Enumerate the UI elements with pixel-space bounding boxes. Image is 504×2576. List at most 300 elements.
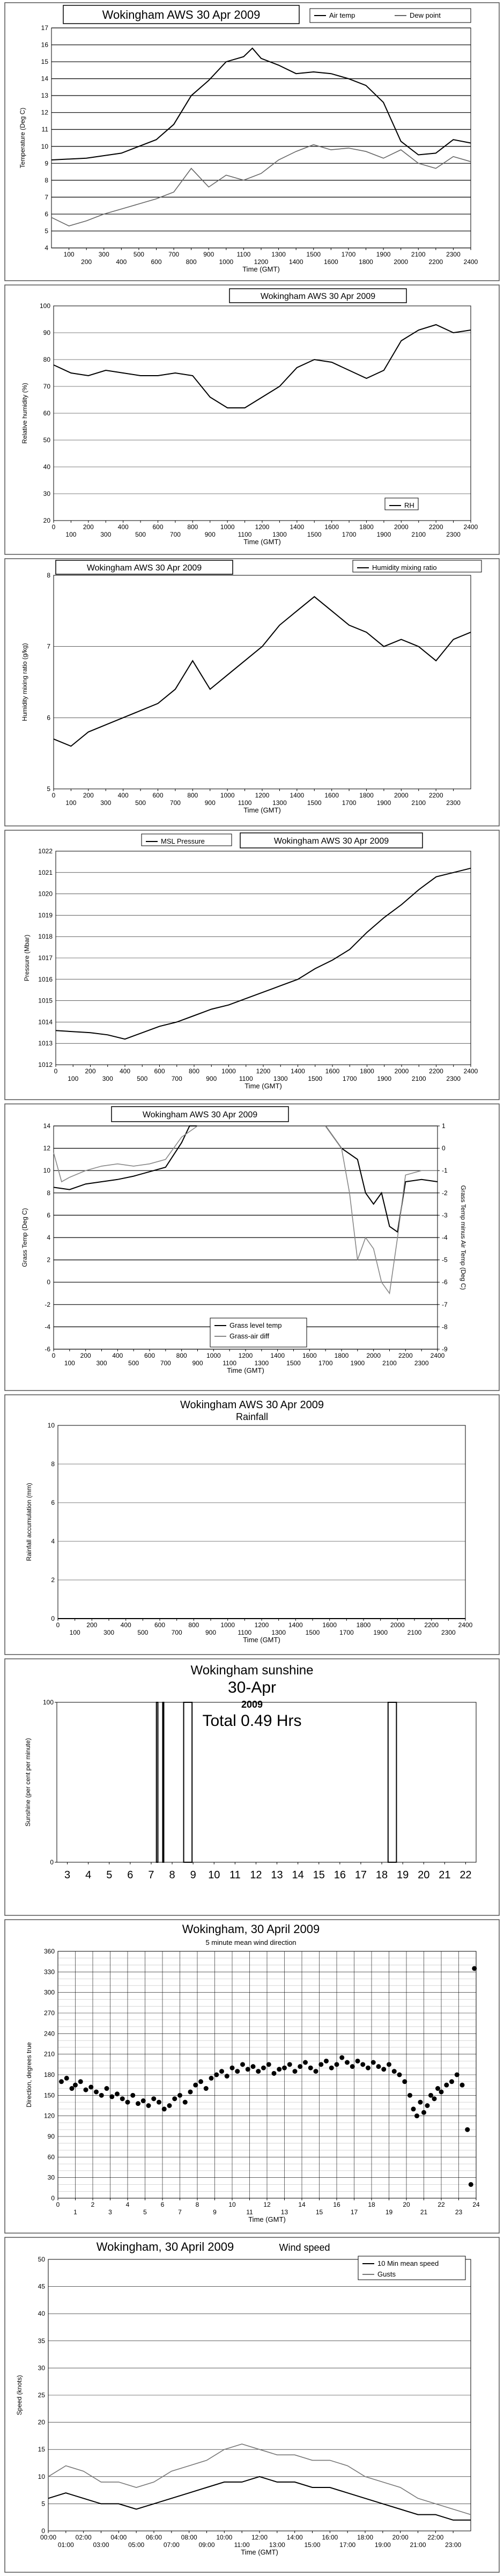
x-tick-label: 0	[56, 1621, 60, 1629]
x-tick-label: 600	[154, 1067, 165, 1075]
x-tick-label: 21:00	[410, 2541, 426, 2549]
x-tick-label: 15	[313, 1869, 325, 1881]
y-tick-label: 6	[51, 1499, 55, 1506]
scatter-point	[99, 2093, 104, 2098]
x-tick-label: 3	[64, 1869, 71, 1881]
x-tick-label: 800	[188, 1067, 200, 1075]
x-tick-label: 11	[246, 2208, 253, 2216]
chart-humidity-panel	[4, 284, 500, 555]
y-tick-label: 10	[41, 142, 48, 150]
scatter-point	[355, 2059, 360, 2063]
scatter-point	[425, 2103, 430, 2108]
y-axis-title: Humidity mixing ratio (g/kg)	[21, 643, 28, 721]
x-tick-label: 1600	[325, 1067, 340, 1075]
x-tick-label: 19:00	[374, 2541, 391, 2549]
scatter-point	[209, 2076, 214, 2081]
x-tick-label: 300	[102, 1075, 113, 1082]
scatter-point	[387, 2062, 391, 2067]
chart-mixing-ratio-panel	[4, 558, 500, 826]
scatter-point	[261, 2066, 266, 2070]
scatter-point	[444, 2083, 449, 2088]
x-tick-label: 2200	[424, 1621, 439, 1629]
y-tick-label: 0	[50, 1858, 54, 1866]
scatter-point	[84, 2088, 88, 2092]
scatter-point	[151, 2096, 156, 2101]
scatter-point	[198, 2079, 203, 2084]
x-tick-label: 300	[100, 799, 112, 807]
x-tick-label: 700	[171, 1629, 182, 1636]
x-tick-label: 1600	[324, 523, 339, 531]
x-tick-label: 600	[152, 792, 164, 799]
y-tick-label: -2	[45, 1300, 50, 1308]
y2-axis-title: Grass Temp minus Air Temp (Deg C)	[459, 1185, 467, 1290]
chart-4-svg	[4, 1103, 500, 1391]
y-tick-label: 11	[41, 126, 48, 134]
scatter-point	[235, 2069, 240, 2074]
x-tick-label: 5	[143, 2208, 147, 2216]
scatter-point	[411, 2106, 416, 2111]
y-tick-label: 30	[43, 490, 50, 497]
x-tick-label: 1900	[350, 1359, 365, 1367]
x-tick-label: 1800	[360, 1067, 374, 1075]
x-tick-label: 1700	[342, 1075, 357, 1082]
x-tick-label: 500	[135, 799, 146, 807]
x-tick-label: 1500	[308, 1075, 323, 1082]
y-tick-label: 210	[43, 2050, 55, 2058]
x-tick-label: 2100	[411, 1075, 426, 1082]
y-tick-label: 8	[47, 1189, 50, 1197]
scatter-point	[214, 2073, 219, 2077]
y-tick-label: 1016	[38, 975, 53, 983]
legend-label: Humidity mixing ratio	[372, 564, 437, 572]
scatter-point	[329, 2066, 334, 2070]
legend-label: RH	[404, 501, 414, 509]
x-tick-label: 21	[420, 2208, 428, 2216]
x-tick-label: 900	[205, 1629, 217, 1636]
y-tick-label: 5	[45, 227, 48, 235]
x-tick-label: 1600	[323, 258, 338, 266]
chart-0-svg	[4, 2, 500, 281]
x-tick-label: 1000	[220, 1621, 235, 1629]
scatter-point	[435, 2086, 440, 2091]
y-tick-label: 30	[47, 2174, 55, 2182]
x-tick-label: 1000	[206, 1352, 221, 1359]
x-tick-label: 200	[85, 1067, 96, 1075]
x-tick-label: 13:00	[269, 2541, 285, 2549]
scatter-point	[188, 2089, 193, 2094]
legend-label: 10 Min mean speed	[377, 2259, 439, 2267]
x-tick-label: 500	[128, 1359, 139, 1367]
scatter-point	[246, 2067, 250, 2072]
x-tick-label: 15	[315, 2208, 323, 2216]
y-tick-label: 15	[41, 58, 48, 66]
x-tick-label: 1300	[272, 799, 287, 807]
x-tick-label: 08:00	[181, 2534, 197, 2541]
y-tick-label: 35	[38, 2337, 45, 2345]
scatter-point	[167, 2103, 172, 2108]
scatter-point	[421, 2110, 426, 2115]
scatter-point	[402, 2079, 407, 2084]
y-tick-label: 12	[43, 1144, 50, 1152]
x-tick-label: 1700	[342, 531, 357, 538]
scatter-point	[449, 2079, 454, 2084]
x-tick-label: 800	[187, 792, 198, 799]
y2-tick-label: -8	[442, 1323, 448, 1331]
x-tick-label: 1800	[359, 792, 374, 799]
x-tick-label: 900	[203, 251, 214, 258]
scatter-point	[141, 2098, 146, 2103]
y2-tick-label: -7	[442, 1300, 448, 1308]
x-tick-label: 11:00	[234, 2541, 250, 2549]
y-tick-label: 80	[43, 356, 50, 363]
x-tick-label: 200	[81, 258, 92, 266]
x-tick-label: 05:00	[128, 2541, 145, 2549]
x-tick-label: 1000	[221, 1067, 236, 1075]
x-tick-label: 12	[250, 1869, 262, 1881]
scatter-point	[460, 2083, 465, 2088]
y-tick-label: 1017	[38, 954, 53, 962]
x-tick-label: 2	[91, 2201, 95, 2208]
chart-rainfall-panel	[4, 1394, 500, 1655]
x-tick-label: 500	[133, 251, 144, 258]
scatter-point	[183, 2100, 188, 2105]
x-tick-label: 2300	[441, 1629, 456, 1636]
y-tick-label: 7	[47, 642, 50, 650]
x-tick-label: 1100	[238, 531, 252, 538]
x-tick-label: 100	[69, 1629, 80, 1636]
x-tick-label: 700	[169, 799, 181, 807]
y-axis-title: Relative humidity (%)	[21, 383, 28, 444]
x-tick-label: 7	[148, 1869, 154, 1881]
scatter-point	[230, 2066, 235, 2070]
y-tick-label: 6	[47, 714, 50, 722]
x-tick-label: 3	[108, 2208, 112, 2216]
chart-title: Wokingham AWS 30 Apr 2009	[142, 1110, 258, 1119]
x-axis-title: Time (GMT)	[243, 538, 281, 546]
x-tick-label: 07:00	[163, 2541, 180, 2549]
x-tick-label: 2300	[446, 799, 461, 807]
scatter-point	[472, 1966, 477, 1971]
x-tick-label: 1400	[290, 523, 305, 531]
x-tick-label: 16	[333, 2201, 340, 2208]
chart-title: Wokingham AWS 30 Apr 2009	[260, 291, 376, 301]
x-tick-label: 1400	[270, 1352, 285, 1359]
y-tick-label: 0	[51, 2194, 55, 2202]
x-tick-label: 1400	[290, 792, 305, 799]
y-tick-label: 50	[38, 2256, 45, 2263]
y-tick-label: 8	[45, 176, 48, 184]
chart-subtitle: Wind speed	[279, 2242, 330, 2253]
x-tick-label: 1700	[339, 1629, 354, 1636]
y-tick-label: -6	[45, 1345, 50, 1353]
scatter-point	[162, 2106, 167, 2111]
chart-sunshine-panel	[4, 1658, 500, 1916]
x-tick-label: 06:00	[145, 2534, 162, 2541]
y-axis-title: Rainfall accumulation (mm)	[25, 1483, 33, 1561]
legend-label: MSL Pressure	[161, 837, 205, 845]
x-tick-label: 8	[169, 1869, 175, 1881]
scatter-point	[392, 2069, 397, 2074]
scatter-point	[407, 2093, 412, 2098]
x-tick-label: 17	[354, 1869, 367, 1881]
y-tick-label: 10	[38, 2472, 45, 2480]
x-tick-label: 1100	[236, 251, 251, 258]
x-tick-label: 400	[120, 1621, 131, 1629]
y-tick-label: 0	[51, 1615, 55, 1622]
scatter-point	[125, 2100, 130, 2105]
x-tick-label: 1600	[302, 1352, 317, 1359]
y-tick-label: 300	[43, 1988, 55, 1996]
x-tick-label: 200	[86, 1621, 98, 1629]
x-tick-label: 1900	[376, 799, 391, 807]
y-tick-label: 120	[43, 2112, 55, 2120]
y2-tick-label: -3	[442, 1211, 448, 1219]
scatter-point	[298, 2064, 302, 2069]
x-tick-label: 900	[204, 531, 216, 538]
scatter-point	[335, 2062, 339, 2067]
x-tick-label: 14	[298, 2201, 306, 2208]
y-tick-label: 10	[47, 1422, 55, 1429]
y-tick-label: 5	[41, 2500, 45, 2508]
x-tick-label: 2400	[463, 1067, 478, 1075]
legend-label: Gusts	[377, 2270, 396, 2278]
x-tick-label: 1600	[324, 792, 339, 799]
x-tick-label: 11	[229, 1869, 241, 1881]
plot-area	[51, 28, 471, 248]
chart-1-svg	[4, 284, 500, 555]
x-tick-label: 13	[271, 1869, 283, 1881]
x-tick-label: 400	[116, 258, 127, 266]
y-tick-label: 7	[45, 193, 48, 201]
y-tick-label: 270	[43, 2009, 55, 2017]
x-tick-label: 400	[117, 792, 129, 799]
x-tick-label: 300	[100, 531, 112, 538]
y2-tick-label: -2	[442, 1189, 448, 1197]
y-tick-label: 0	[47, 1278, 50, 1286]
x-tick-label: 1200	[254, 1621, 269, 1629]
x-tick-label: 18	[375, 1869, 388, 1881]
y-axis-title: Temperature (Deg C)	[19, 107, 26, 169]
x-tick-label: 1800	[359, 258, 373, 266]
y-axis-title: Pressure (Mbar)	[23, 934, 31, 982]
x-tick-label: 2000	[394, 1067, 409, 1075]
scatter-point	[287, 2062, 292, 2067]
x-tick-label: 2000	[394, 792, 409, 799]
x-tick-label: 1200	[256, 1067, 271, 1075]
x-tick-label: 1300	[254, 1359, 269, 1367]
y-tick-label: 8	[47, 572, 50, 579]
x-tick-label: 2300	[446, 531, 461, 538]
y-tick-label: 50	[43, 436, 50, 444]
x-tick-label: 2200	[428, 523, 443, 531]
x-tick-label: 2100	[407, 1629, 422, 1636]
x-tick-label: 2100	[411, 531, 426, 538]
x-tick-label: 1500	[307, 531, 322, 538]
x-tick-label: 0	[54, 1067, 58, 1075]
scatter-point	[339, 2055, 344, 2060]
x-tick-label: 10:00	[216, 2534, 233, 2541]
scatter-point	[204, 2086, 209, 2091]
chart-title: Wokingham sunshine	[190, 1663, 314, 1678]
scatter-point	[88, 2085, 93, 2090]
x-tick-label: 5	[106, 1869, 113, 1881]
y-tick-label: 1020	[38, 890, 53, 898]
x-tick-label: 1800	[359, 523, 374, 531]
y-tick-label: 1022	[38, 847, 53, 855]
scatter-point	[177, 2093, 182, 2098]
y-tick-label: 60	[47, 2153, 55, 2161]
y-tick-label: 8	[51, 1460, 55, 1468]
chart-total: Total 0.49 Hrs	[202, 1712, 302, 1730]
scatter-point	[455, 2073, 459, 2077]
scatter-point	[272, 2071, 277, 2076]
scatter-point	[78, 2079, 83, 2084]
chart-3-svg	[4, 830, 500, 1100]
y-tick-label: 60	[43, 409, 50, 417]
x-tick-label: 500	[135, 531, 146, 538]
y-tick-label: 40	[43, 463, 50, 471]
y-tick-label: 1013	[38, 1040, 53, 1048]
y-axis-title: Direction, degrees true	[25, 2042, 33, 2107]
x-tick-label: 9	[213, 2208, 217, 2216]
chart-title: Wokingham AWS 30 Apr 2009	[273, 836, 389, 846]
y-tick-label: 100	[39, 302, 50, 310]
chart-wind-speed-panel	[4, 2237, 500, 2573]
y-tick-label: 100	[42, 1699, 54, 1706]
x-axis-title: Time (GMT)	[243, 806, 281, 814]
y-tick-label: 25	[38, 2391, 45, 2399]
x-tick-label: 1400	[288, 1621, 303, 1629]
x-tick-label: 400	[117, 523, 129, 531]
x-tick-label: 1500	[305, 1629, 320, 1636]
scatter-point	[266, 2062, 271, 2067]
x-tick-label: 2400	[430, 1352, 445, 1359]
x-tick-label: 23:00	[445, 2541, 462, 2549]
y-tick-label: 12	[41, 108, 48, 116]
x-tick-label: 800	[176, 1352, 187, 1359]
x-axis-title: Time (GMT)	[227, 1366, 264, 1374]
x-tick-label: 4	[85, 1869, 92, 1881]
x-tick-label: 16:00	[322, 2534, 338, 2541]
scatter-point	[381, 2067, 386, 2072]
x-tick-label: 700	[169, 531, 181, 538]
x-tick-label: 100	[65, 799, 77, 807]
x-tick-label: 03:00	[93, 2541, 109, 2549]
x-tick-label: 1500	[306, 251, 321, 258]
x-tick-label: 22	[459, 1869, 472, 1881]
x-tick-label: 1400	[288, 258, 303, 266]
plot-area	[58, 1425, 465, 1619]
y-tick-label: 1019	[38, 911, 53, 919]
x-tick-label: 600	[151, 258, 162, 266]
scatter-point	[397, 2073, 402, 2077]
x-tick-label: 700	[171, 1075, 182, 1082]
chart-7-svg	[4, 1919, 500, 2234]
y-tick-label: 90	[47, 2133, 55, 2140]
x-tick-label: 18	[368, 2201, 375, 2208]
x-tick-label: 1700	[318, 1359, 333, 1367]
x-tick-label: 1100	[238, 799, 252, 807]
x-tick-label: 17:00	[339, 2541, 356, 2549]
x-tick-label: 600	[154, 1621, 166, 1629]
x-tick-label: 1200	[255, 792, 270, 799]
y-tick-label: 10	[43, 1167, 50, 1175]
x-tick-label: 800	[187, 523, 198, 531]
x-tick-label: 22:00	[427, 2534, 444, 2541]
x-tick-label: 1300	[272, 531, 287, 538]
y-tick-label: 20	[38, 2418, 45, 2426]
x-tick-label: 09:00	[198, 2541, 215, 2549]
x-tick-label: 8	[195, 2201, 199, 2208]
chart-title: Wokingham AWS 30 Apr 2009	[102, 8, 261, 21]
y-tick-label: 13	[41, 92, 48, 100]
x-tick-label: 23	[455, 2208, 463, 2216]
x-tick-label: 2200	[428, 258, 443, 266]
legend-label: Air temp	[329, 11, 355, 19]
x-axis-title: Time (GMT)	[243, 1636, 280, 1644]
scatter-point	[64, 2076, 69, 2081]
x-tick-label: 10	[228, 2201, 236, 2208]
y-tick-label: 17	[41, 24, 48, 32]
y-tick-label: 2	[47, 1256, 50, 1264]
x-axis-title: Time (GMT)	[244, 1082, 282, 1090]
x-tick-label: 15:00	[304, 2541, 321, 2549]
x-tick-label: 16	[333, 1869, 346, 1881]
chart-6-svg	[4, 1658, 500, 1916]
x-tick-label: 1300	[271, 251, 286, 258]
scatter-point	[469, 2182, 473, 2187]
y-tick-label: 1014	[38, 1018, 53, 1026]
x-tick-label: 800	[186, 258, 197, 266]
x-axis-title: Time (GMT)	[242, 265, 280, 273]
scatter-point	[70, 2086, 75, 2091]
x-tick-label: 17	[350, 2208, 358, 2216]
x-tick-label: 1000	[219, 258, 234, 266]
x-tick-label: 2400	[463, 258, 478, 266]
x-tick-label: 14:00	[286, 2534, 303, 2541]
scatter-point	[172, 2096, 177, 2101]
x-tick-label: 20	[403, 2201, 410, 2208]
scatter-point	[73, 2083, 78, 2088]
x-tick-label: 2000	[390, 1621, 405, 1629]
y2-tick-label: 1	[442, 1122, 446, 1130]
x-tick-label: 9	[190, 1869, 196, 1881]
y-tick-label: 360	[43, 1948, 55, 1955]
x-tick-label: 1500	[307, 799, 322, 807]
x-tick-label: 900	[192, 1359, 203, 1367]
x-tick-label: 1400	[291, 1067, 305, 1075]
y-tick-label: 1021	[38, 868, 53, 876]
x-tick-label: 13	[280, 2208, 288, 2216]
x-tick-label: 300	[96, 1359, 107, 1367]
y-tick-label: 180	[43, 2071, 55, 2079]
legend-label: Grass-air diff	[229, 1332, 270, 1340]
x-tick-label: 0	[51, 792, 56, 799]
x-tick-label: 2100	[411, 251, 426, 258]
scatter-point	[293, 2069, 298, 2074]
x-tick-label: 100	[68, 1075, 79, 1082]
x-tick-label: 600	[152, 523, 164, 531]
x-tick-label: 22	[438, 2201, 445, 2208]
y-tick-label: 0	[41, 2527, 45, 2535]
x-tick-label: 2300	[414, 1359, 429, 1367]
chart-subtitle: 30-Apr	[227, 1679, 277, 1696]
scatter-point	[225, 2074, 229, 2079]
y-tick-label: 90	[43, 329, 50, 336]
y-tick-label: 9	[45, 159, 48, 167]
scatter-point	[428, 2093, 433, 2098]
scatter-point	[146, 2103, 151, 2108]
